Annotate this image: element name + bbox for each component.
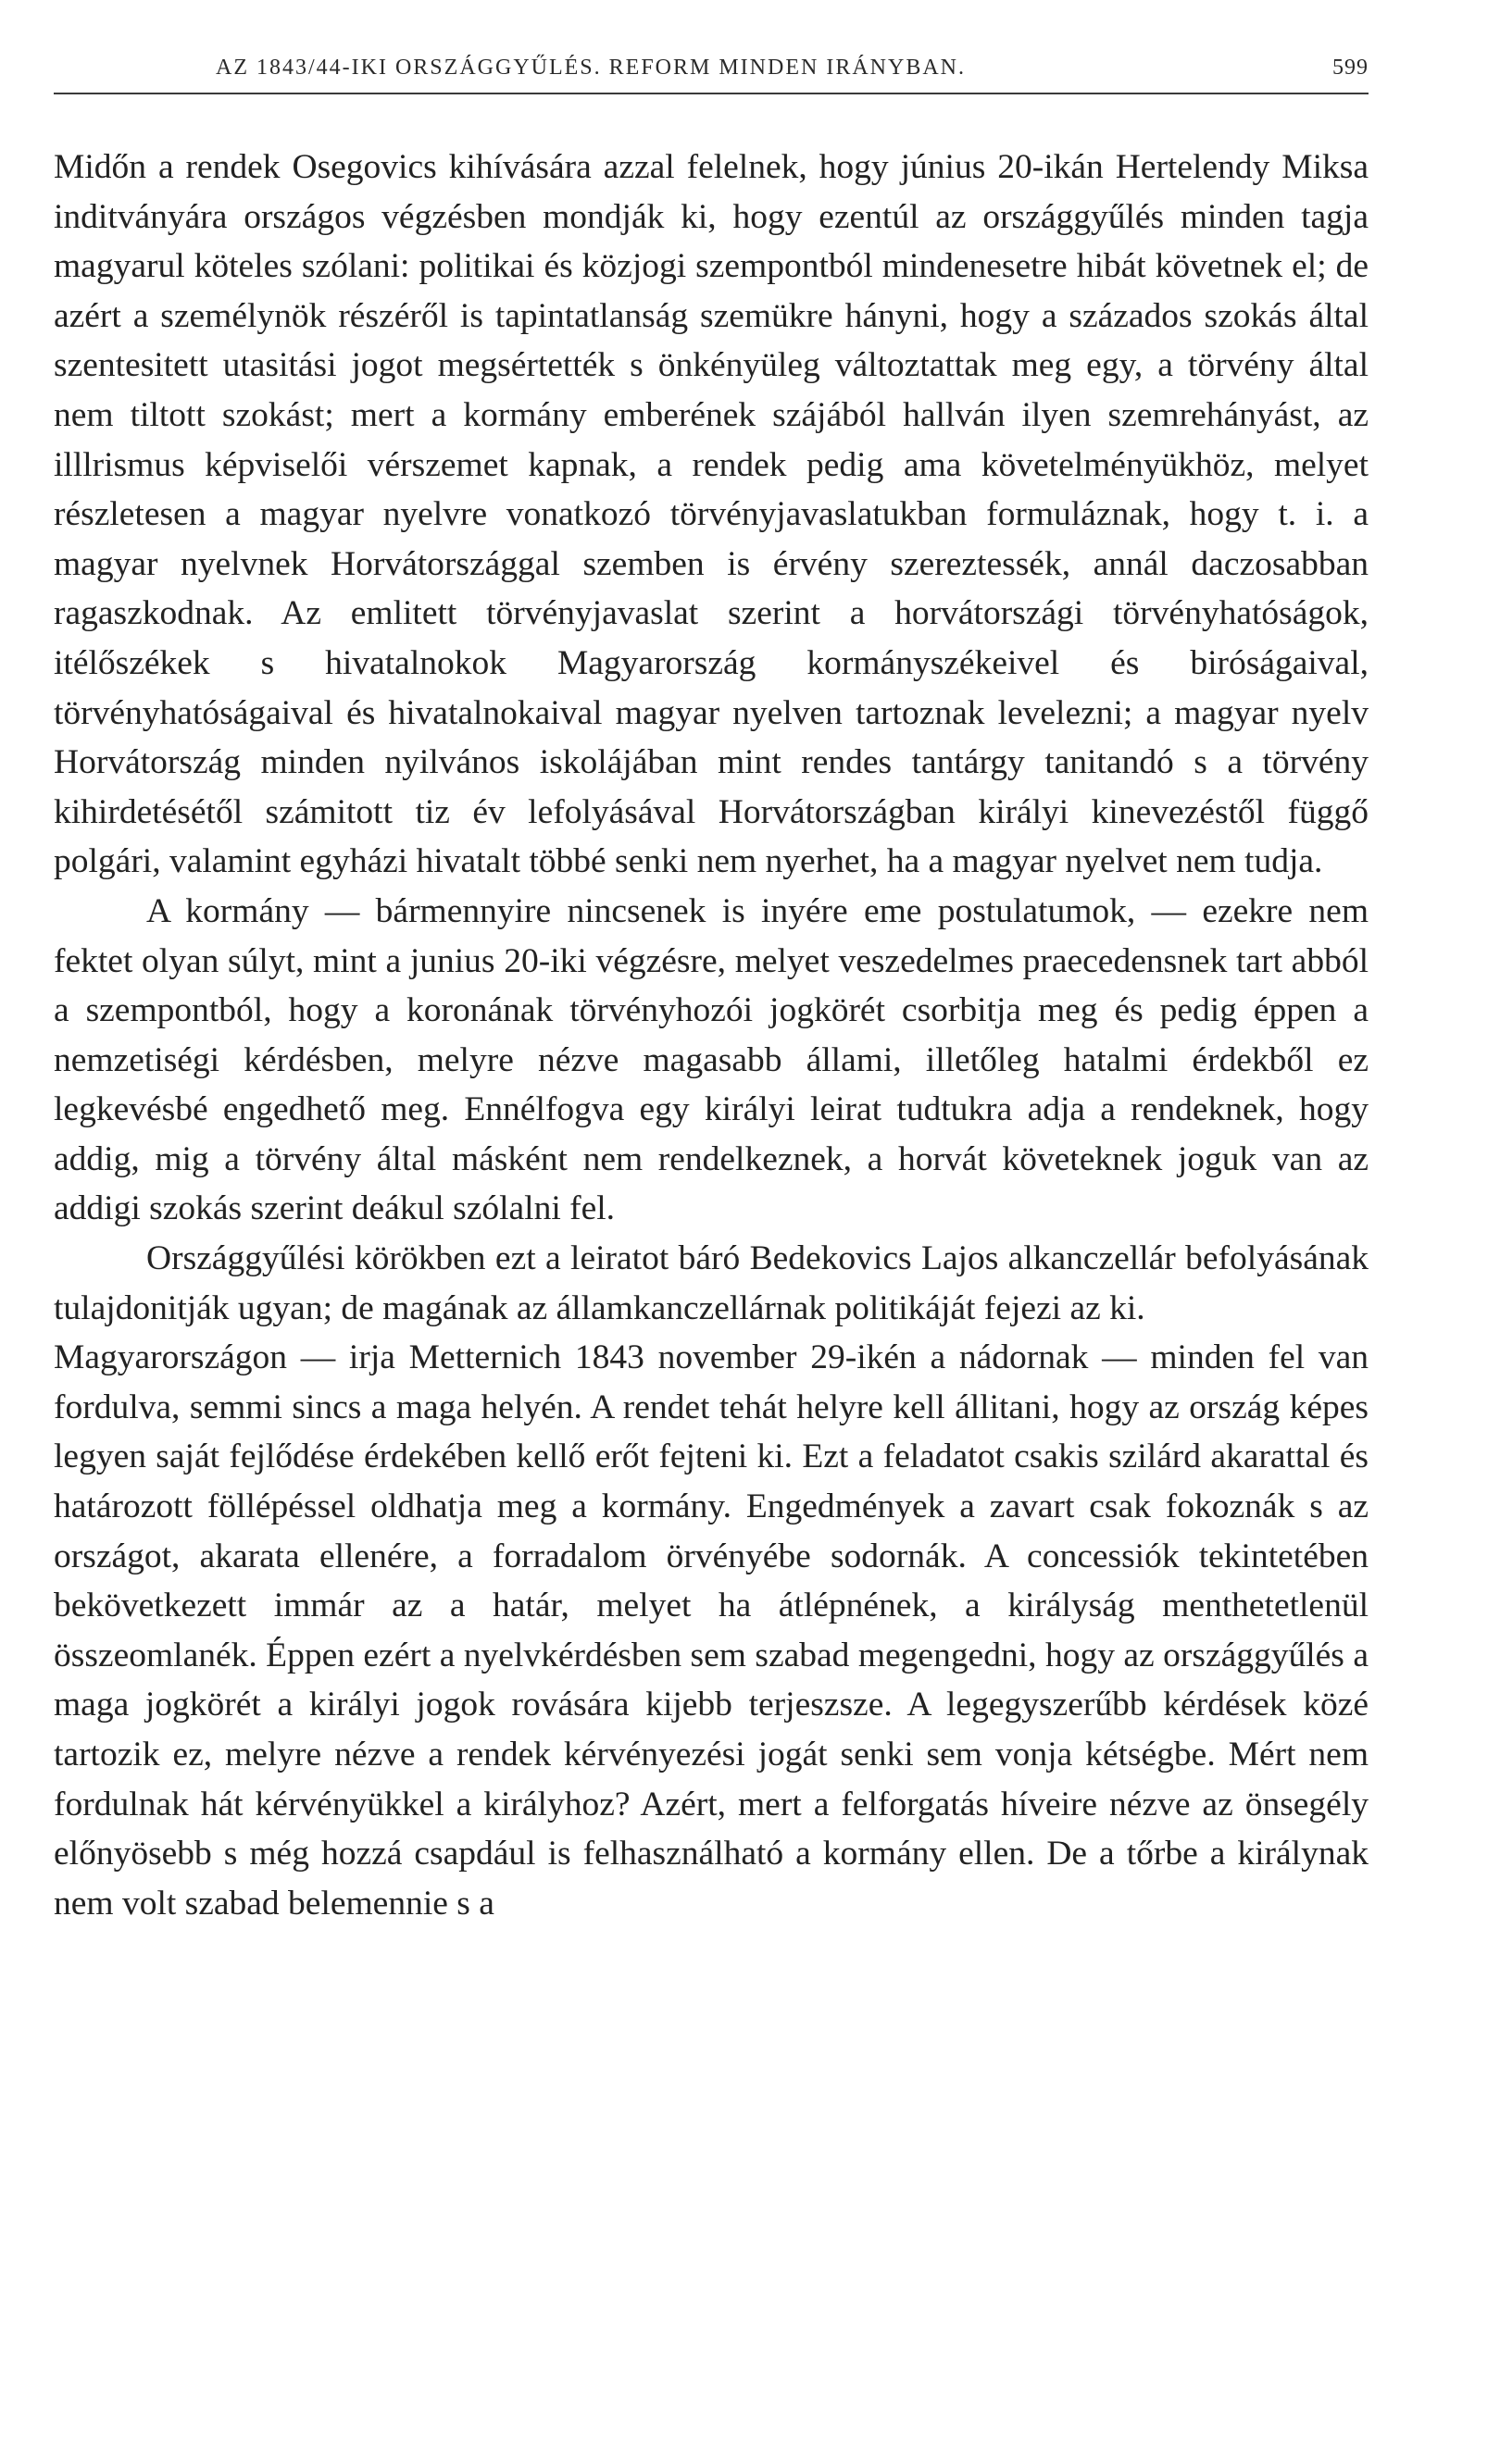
paragraph-1: Midőn a rendek Osegovics kihívására azzal felelnek, hogy június 20-ikán Hertelendy Miksa inditványára országos végzésben mondják ki, hogy ezentúl az országgyűlés minden tagja magyarul köteles szólani: politikai és közjogi szempontból mindenesetre hibát követnek el; de azért a személynök részéről is tapintatlanság szemükre hányni, hogy a százados szokás által szentesitett utasitási jogot megsértették s önkényüleg változtattak meg egy, a törvény által nem tiltott szokást; mert a kormány emberének szájából hallván ilyen szemrehányást, az illlrismus képviselői vérszemet kapnak, a rendek pedig ama követelményükhöz, melyet részletesen a magyar nyelvre vonatkozó törvényjavaslatukban formuláznak, hogy t. i. a magyar nyelvnek Horvátországgal szemben is érvény szereztessék, annál daczosabban ragaszkodnak. Az emlitett törvényjavaslat szerint a horvátországi törvényhatóságok, itélőszékek s hivatalnokok Magyarország kormányszékeivel és biróságaival, törvényhatóságaival és hivatalnokaival magyar nyelven tartoznak levelezni; a magyar nyelv Horvátország minden nyilvános iskolájában mint rendes tantárgy tanitandó s a törvény kihirdetésétől számitott tiz év lefolyásával Horvátországban királyi kinevezéstől függő polgári, valamint egyházi hivatalt többé senki nem nyerhet, ha a magyar nyelvet nem tudja. xyxy=(54,148,1369,881)
paragraph-4: Magyarországon — irja Metternich 1843 november 29-ikén a nádornak — minden fel van fordulva, semmi sincs a maga helyén. A rendet tehát helyre kell állitani, hogy az ország képes legyen saját fejlődése érdekében kellő erőt fejteni ki. Ezt a feladatot csakis szilárd akarattal és határozott föllépéssel oldhatja meg a kormány. Engedmények a zavart csak fokoznák s az országot, akarata ellenére, a forradalom örvényébe sodornák. A concessiók tekintetében bekövetkezett immár az a határ, melyet ha átlépnének, a királyság menthetetlenül összeomlanék. Éppen ezért a nyelvkérdésben sem szabad megengedni, hogy az országgyűlés a maga jogkörét a királyi jogok rovására kijebb terjeszsze. A legegyszerűbb kérdések közé tartozik ez, melyre nézve a rendek kérvényezési jogát senki sem vonja kétségbe. Mért nem fordulnak hát kérvényükkel a királyhoz? Azért, mert a felforgatás híveire nézve az önsegély előnyösebb s még hozzá csapdául is felhasználható a kormány ellen. De a tőrbe a királynak nem volt szabad belemennie s a xyxy=(54,1338,1369,1923)
document-page xyxy=(54,56,1369,1928)
running-header xyxy=(54,56,1369,87)
body-text xyxy=(54,143,1369,1928)
paragraph-3: Országgyűlési körökben ezt a leiratot báró Bedekovics Lajos alkanczellár befolyásának tulajdonitják ugyan; de magának az államkanczellárnak politikáját fejezi az ki. xyxy=(54,1239,1369,1327)
paragraph-2: A kormány — bármennyire nincsenek is inyére eme postulatumok, — ezekre nem fektet olyan súlyt, mint a junius 20-iki végzésre, melyet veszedelmes praecedensnek tart abból a szempontból, hogy a koronának törvényhozói jogkörét csorbitja meg és pedig éppen a nemzetiségi kérdésben, melyre nézve magasabb állami, illetőleg hatalmi érdekből ez legkevésbé engedhető meg. Ennélfogva egy királyi leirat tudtukra adja a rendeknek, hogy addig, mig a törvény által másként nem rendelkeznek, a horvát követeknek joguk van az addigi szokás szerint deákul szólalni fel. xyxy=(54,891,1369,1228)
running-title: AZ 1843/44-IKI ORSZÁGGYŰLÉS. REFORM MINDEN IRÁNYBAN. xyxy=(216,56,966,80)
page-number: 599 xyxy=(1332,56,1369,80)
header-rule xyxy=(54,93,1369,94)
